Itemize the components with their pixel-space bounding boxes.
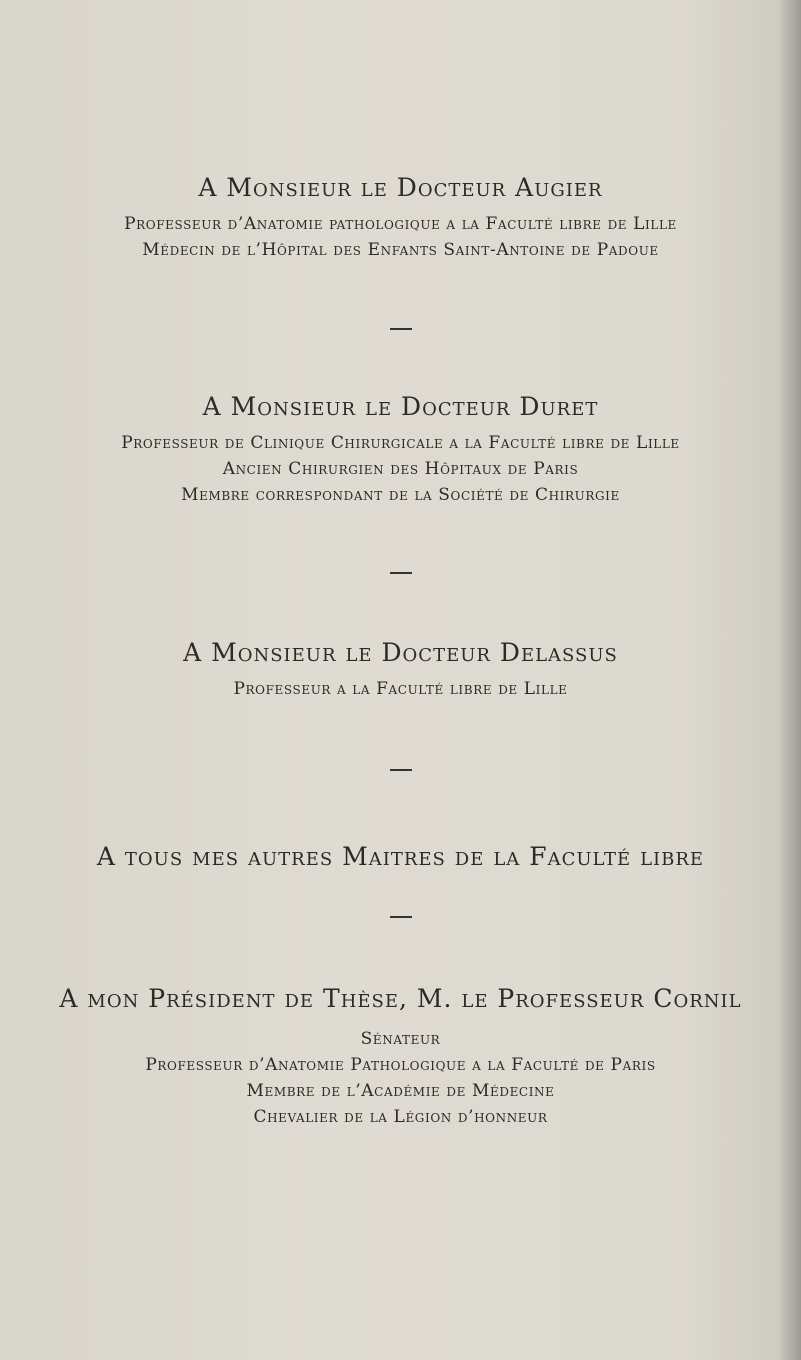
dedication-line: Membre de l’Académie de Médecine: [246, 1081, 555, 1101]
separator-dash: [390, 916, 412, 918]
dedication-line: Professeur d’Anatomie Pathologique a la Faculté de Paris: [145, 1055, 656, 1075]
dedication-heading: A Monsieur le Docteur Augier: [198, 173, 603, 202]
dedication-delassus: [0, 638, 801, 702]
dedication-augier: [0, 173, 801, 263]
dedication-heading: A mon Président de Thèse, M. le Professeur Cornil: [59, 984, 742, 1013]
dedication-heading: A Monsieur le Docteur Delassus: [183, 638, 618, 667]
dedication-line: Professeur d’Anatomie pathologique a la Faculté libre de Lille: [124, 214, 677, 234]
dedication-line: Professeur de Clinique Chirurgicale a la Faculté libre de Lille: [121, 433, 680, 453]
dedication-cornil: [0, 984, 801, 1130]
dedication-heading: A Monsieur le Docteur Duret: [202, 392, 599, 421]
separator-dash: [390, 572, 412, 574]
dedication-line: Membre correspondant de la Société de Chirurgie: [181, 485, 620, 505]
dedication-line: Professeur a la Faculté libre de Lille: [233, 679, 568, 699]
dedication-line: Ancien Chirurgien des Hôpitaux de Paris: [222, 459, 579, 479]
dedication-autres-maitres: [0, 842, 801, 872]
separator-dash: [390, 328, 412, 330]
dedication-duret: [0, 392, 801, 508]
separator-dash: [390, 769, 412, 771]
dedication-line: Sénateur: [360, 1029, 441, 1049]
dedication-heading: A tous mes autres Maitres de la Faculté libre: [96, 842, 705, 871]
dedication-line: Chevalier de la Légion d’honneur: [253, 1107, 548, 1127]
dedication-line: Médecin de l’Hôpital des Enfants Saint-Antoine de Padoue: [142, 240, 659, 260]
